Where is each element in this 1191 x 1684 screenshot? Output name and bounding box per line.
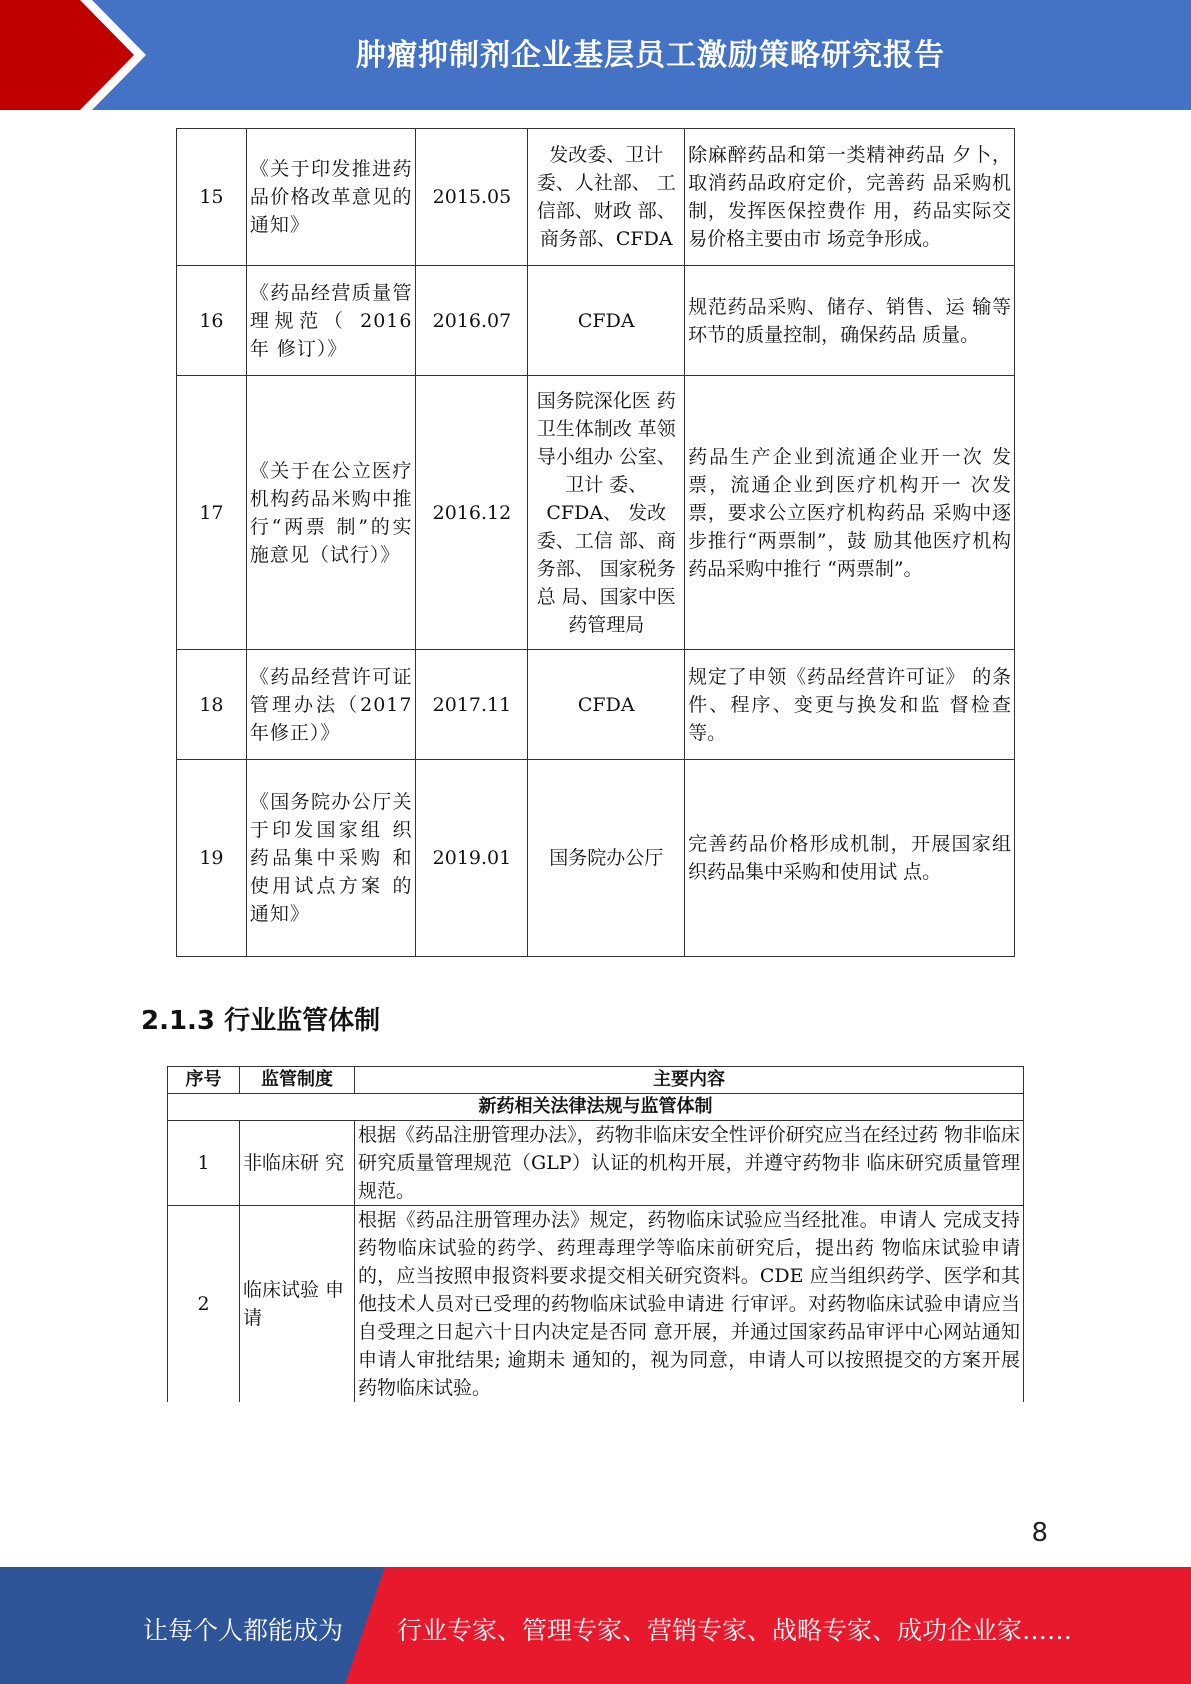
regulation-system: 临床试验 申请 — [240, 1206, 355, 1403]
header-system: 监管制度 — [240, 1067, 355, 1094]
header-no: 序号 — [168, 1067, 240, 1094]
header-content: 主要内容 — [355, 1067, 1024, 1094]
policy-content: 规范药品采购、储存、销售、运 输等环节的质量控制，确保药品 质量。 — [685, 266, 1015, 376]
policy-date: 2016.07 — [416, 266, 528, 376]
policy-name: 《药品经营许可证管理办法（2017 年修正）》 — [246, 650, 416, 760]
group-title: 新药相关法律法规与监管体制 — [168, 1094, 1024, 1121]
table-row — [177, 650, 1015, 760]
row-number: 19 — [177, 760, 247, 957]
policy-content: 除麻醉药品和第一类精神药品 夕卜，取消药品政府定价，完善药 品采购机制，发挥医保控费作 用，药品实际交易价格主要由市 场竞争形成。 — [685, 129, 1015, 266]
issuing-organization: CFDA — [528, 266, 685, 376]
policy-content: 规定了申领《药品经营许可证》 的条件、程序、变更与换发和监 督检查等。 — [685, 650, 1015, 760]
group-row — [168, 1094, 1024, 1121]
section-heading: 2.1.3 行业监管体制 — [141, 1006, 381, 1036]
policy-date: 2019.01 — [416, 760, 528, 957]
table-row — [168, 1121, 1024, 1206]
table-header-row — [168, 1067, 1024, 1094]
page-number: 8 — [1031, 1518, 1048, 1548]
issuing-organization: 发改委、卫计委、人社部、 工信部、财政 部、商务部、CFDA — [528, 129, 685, 266]
regulation-content: 根据《药品注册管理办法》，药物非临床安全性评价研究应当在经过药 物非临床研究质量管理规范（GLP）认证的机构开展，并遵守药物非 临床研究质量管理规范。 — [355, 1121, 1024, 1206]
row-number: 2 — [168, 1206, 240, 1403]
header-arrow-decoration — [0, 0, 150, 110]
row-number: 16 — [177, 266, 247, 376]
row-number: 1 — [168, 1121, 240, 1206]
regulation-table — [167, 1066, 1024, 1402]
page-footer — [0, 1567, 1191, 1684]
policy-date: 2016.12 — [416, 376, 528, 650]
row-number: 15 — [177, 129, 247, 266]
table-row — [177, 266, 1015, 376]
policy-name: 《药品经营质量管理规范（ 2016 年 修订）》 — [246, 266, 416, 376]
footer-slogan-right: 行业专家、管理专家、营销专家、战略专家、成功企业家…… — [397, 1616, 1073, 1645]
table-row — [177, 129, 1015, 266]
policy-date: 2017.11 — [416, 650, 528, 760]
row-number: 18 — [177, 650, 247, 760]
policy-name: 《关于印发推进药品价格改革意见的通知》 — [246, 129, 416, 266]
report-title: 肿瘤抑制剂企业基层员工激励策略研究报告 — [356, 38, 945, 73]
footer-slogan-left: 让每个人都能成为 — [143, 1616, 344, 1645]
policy-content: 药品生产企业到流通企业开一次 发票，流通企业到医疗机构开一 次发票，要求公立医疗机构药品 采购中逐步推行“两票制”，鼓 励其他医疗机构药品采购中推行 “两票制”。 — [685, 376, 1015, 650]
issuing-organization: 国务院办公厅 — [528, 760, 685, 957]
issuing-organization: CFDA — [528, 650, 685, 760]
policy-table — [176, 128, 1015, 957]
regulation-content: 根据《药品注册管理办法》规定，药物临床试验应当经批准。申请人 完成支持药物临床试验的药学、药理毒理学等临床前研究后，提出药 物临床试验申请的，应当按照申报资料要求提交相关研究资料。CDE 应当组织药学、医学和其他技术人员对已受理的药物临床试验申请进 行审评。对药物临床试验申请应当自受理之日起六十日内决定是否同 意开展，并通过国家药品审评中心网站通知申请人审批结果; 逾期未 通知的，视为同意，申请人可以按照提交的方案开展药物临床试验。 — [355, 1206, 1024, 1403]
policy-date: 2015.05 — [416, 129, 528, 266]
table-row — [177, 376, 1015, 650]
policy-content: 完善药品价格形成机制，开展国家组织药品集中采购和使用试 点。 — [685, 760, 1015, 957]
issuing-organization: 国务院深化医 药卫生体制改 革领导小组办 公室、卫计 委、CFDA、 发改委、工信 部、商务部、 国家税务总 局、国家中医药管理局 — [528, 376, 685, 650]
table-row — [168, 1206, 1024, 1403]
table-row — [177, 760, 1015, 957]
row-number: 17 — [177, 376, 247, 650]
regulation-system: 非临床研 究 — [240, 1121, 355, 1206]
policy-name: 《关于在公立医疗机构药品米购中推行“两票 制”的实施意见（试行）》 — [246, 376, 416, 650]
policy-name: 《国务院办公厅关于印发国家组 织药品集中采购 和使用试点方案 的通知》 — [246, 760, 416, 957]
page-header — [0, 0, 1191, 110]
